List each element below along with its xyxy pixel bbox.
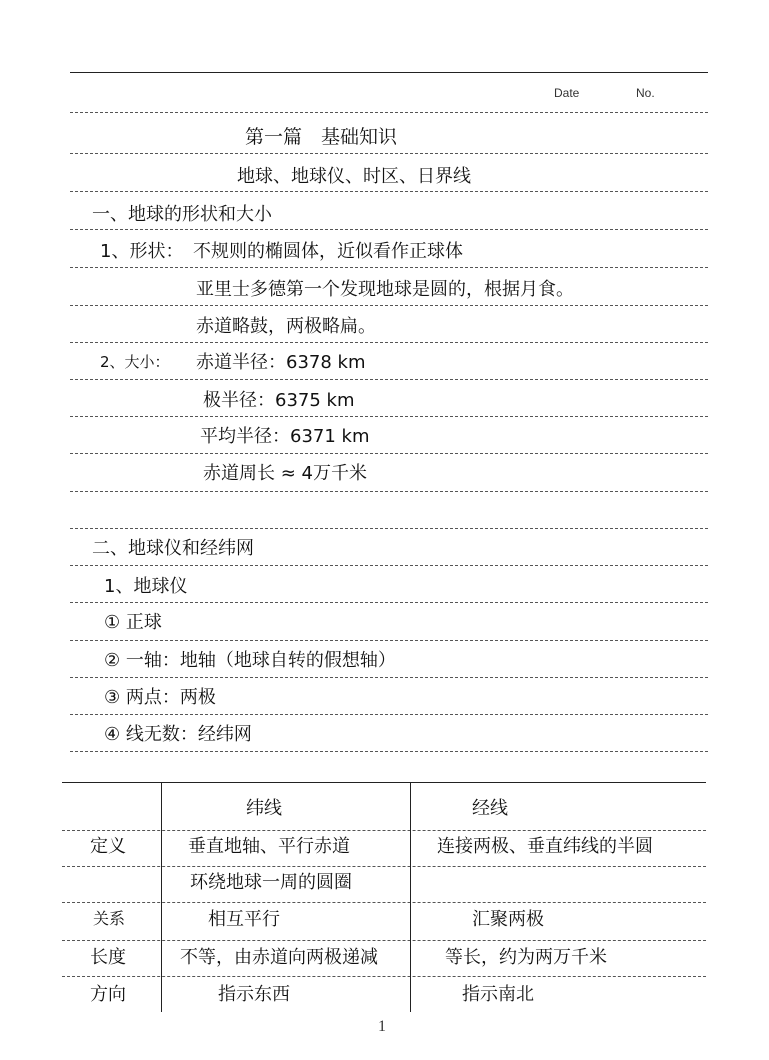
- ruled-line: [70, 640, 708, 641]
- size-label: 2、大小：: [100, 353, 170, 371]
- relation-longitude: 汇聚两极: [472, 909, 544, 930]
- ruled-line: [70, 416, 708, 417]
- table-header-latitude: 纬线: [246, 798, 282, 819]
- table-row-line: [62, 830, 706, 831]
- table-header-longitude: 经线: [472, 798, 508, 819]
- globe-item-4: ④ 线无数：经纬网: [104, 724, 252, 745]
- row-label-length: 长度: [90, 947, 126, 968]
- ruled-line: [70, 677, 708, 678]
- ruled-line: [70, 112, 708, 113]
- shape-text: 不规则的椭圆体，近似看作正球体: [193, 241, 463, 262]
- table-row-line: [62, 940, 706, 941]
- definition-latitude-line2: 环绕地球一周的圆圈: [190, 872, 352, 893]
- shape-line-3: 赤道略鼓，两极略扁。: [196, 316, 376, 337]
- definition-longitude: 连接两极、垂直纬线的半圆: [437, 836, 653, 857]
- row-label-relation: 关系: [93, 909, 126, 928]
- ruled-line: [70, 153, 708, 154]
- ruled-line: [70, 602, 708, 603]
- shape-line-2: 亚里士多德第一个发现地球是圆的，根据月食。: [196, 279, 574, 300]
- ruled-line: [70, 342, 708, 343]
- table-row-line: [62, 976, 706, 977]
- ruled-line: [70, 267, 708, 268]
- polar-radius: 极半径：6375 km: [203, 390, 355, 411]
- page-number: 1: [378, 1018, 386, 1035]
- table-row-line: [62, 866, 706, 867]
- length-latitude: 不等，由赤道向两极递减: [180, 947, 378, 968]
- ruled-line: [70, 229, 708, 230]
- number-label: No.: [636, 86, 655, 100]
- row-label-definition: 定义: [90, 836, 126, 857]
- date-label: Date: [554, 86, 580, 100]
- table-row-line: [62, 902, 706, 903]
- length-longitude: 等长，约为两万千米: [445, 947, 607, 968]
- equator-circumference: 赤道周长 ≈ 4万千米: [203, 463, 367, 484]
- top-border-line: [70, 72, 708, 73]
- ruled-line: [70, 714, 708, 715]
- table-top-border: [62, 782, 706, 783]
- ruled-line: [70, 191, 708, 192]
- direction-latitude: 指示东西: [218, 984, 290, 1005]
- table-column-divider: [161, 782, 162, 1012]
- table-column-divider: [410, 782, 411, 1012]
- ruled-line: [70, 453, 708, 454]
- page-subtitle: 地球、地球仪、时区、日界线: [237, 166, 471, 187]
- ruled-line: [70, 491, 708, 492]
- globe-item-1: ① 正球: [104, 612, 162, 633]
- mean-radius: 平均半径：6371 km: [200, 426, 370, 447]
- row-label-direction: 方向: [90, 984, 126, 1005]
- section1-heading: 一、地球的形状和大小: [92, 204, 272, 225]
- ruled-line: [70, 379, 708, 380]
- section2-heading: 二、地球仪和经纬网: [92, 538, 254, 559]
- shape-label: 1、形状：: [100, 241, 184, 262]
- direction-longitude: 指示南北: [462, 984, 534, 1005]
- relation-latitude: 相互平行: [208, 909, 280, 930]
- ruled-line: [70, 565, 708, 566]
- definition-latitude: 垂直地轴、平行赤道: [188, 836, 350, 857]
- ruled-line: [70, 305, 708, 306]
- page-title: 第一篇 基础知识: [245, 126, 398, 148]
- globe-item-3: ③ 两点：两极: [104, 687, 216, 708]
- globe-subheading: 1、地球仪: [104, 576, 188, 597]
- ruled-line: [70, 528, 708, 529]
- equator-radius: 赤道半径：6378 km: [196, 352, 366, 373]
- ruled-line: [70, 751, 708, 752]
- globe-item-2: ② 一轴：地轴（地球自转的假想轴）: [104, 650, 396, 671]
